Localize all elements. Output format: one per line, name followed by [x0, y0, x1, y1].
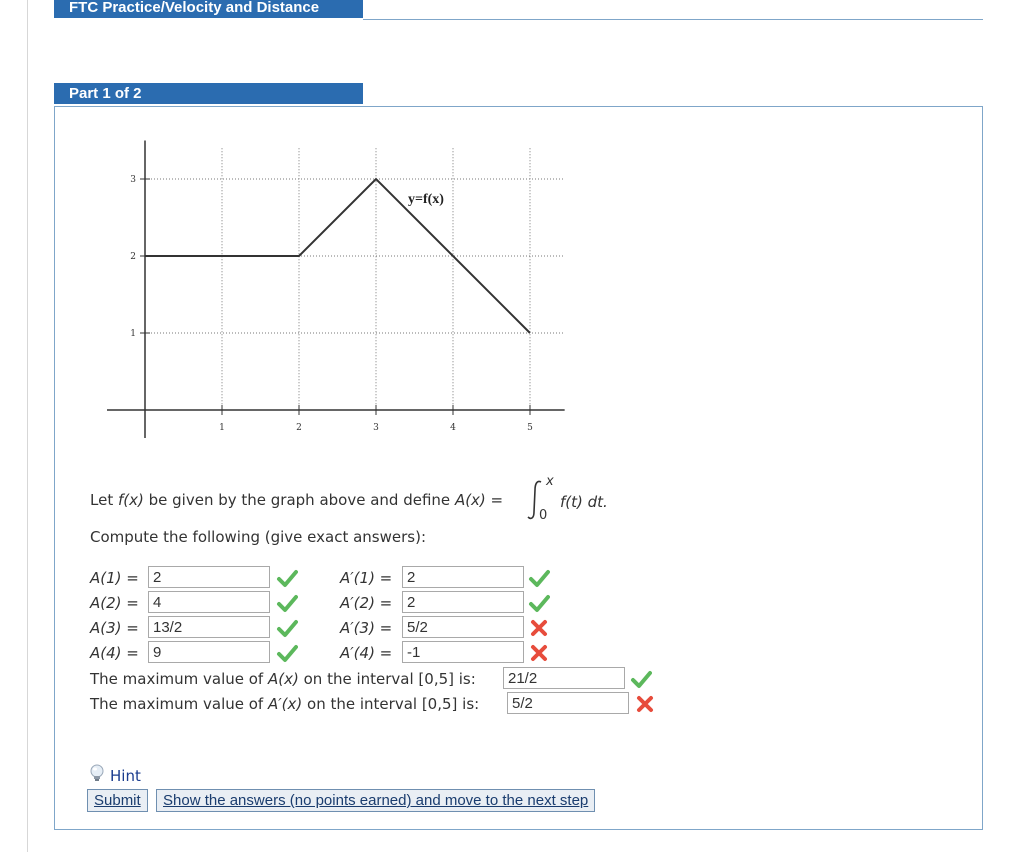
lightbulb-icon[interactable]	[88, 763, 108, 783]
maxA-fn: A(x)	[268, 670, 299, 688]
maxdA-post: on the interval [0,5] is:	[307, 695, 480, 713]
label-maxA	[90, 670, 476, 688]
y-tick-label: 3	[130, 175, 136, 185]
answer-dA1[interactable]	[402, 566, 524, 588]
page-left-border	[27, 0, 28, 852]
problem-intro	[90, 491, 503, 509]
show-answers-button[interactable]: Show the answers (no points earned) and move to the next step	[156, 789, 595, 812]
integral-upper: x	[546, 474, 554, 489]
answer-A2[interactable]	[148, 591, 270, 613]
title-underline	[363, 19, 983, 20]
integrand: f(t) dt.	[560, 493, 608, 511]
answer-A4[interactable]	[148, 641, 270, 663]
answer-A1[interactable]	[148, 566, 270, 588]
label-dA1: A′(1) =	[340, 569, 393, 587]
label-maxdA	[90, 695, 479, 713]
part-tab: Part 1 of 2	[54, 83, 363, 104]
instruction: Compute the following (give exact answers):	[90, 528, 426, 546]
check-icon	[276, 642, 298, 664]
check-icon	[276, 567, 298, 589]
x-tick-label: 3	[373, 423, 379, 433]
label-A2: A(2) =	[90, 594, 139, 612]
x-tick-label: 2	[296, 423, 302, 433]
intro-mid: be given by the graph above and define	[148, 491, 451, 509]
check-icon	[528, 567, 550, 589]
maxdA-pre: The maximum value of	[90, 695, 264, 713]
intro-fx: f(x)	[117, 491, 144, 509]
check-icon	[528, 592, 550, 614]
maxA-pre: The maximum value of	[90, 670, 264, 688]
x-tick-label: 4	[450, 423, 456, 433]
integral-lower: 0	[539, 508, 548, 523]
function-graph	[100, 138, 570, 438]
hint-link[interactable]: Hint	[110, 767, 141, 785]
answer-maxdA[interactable]	[507, 692, 629, 714]
intro-prefix: Let	[90, 491, 114, 509]
curve-label: y=f(x)	[408, 192, 444, 207]
graph-grid	[145, 148, 565, 410]
submit-button[interactable]: Submit	[87, 789, 148, 812]
answer-dA2[interactable]	[402, 591, 524, 613]
label-A1: A(1) =	[90, 569, 139, 587]
label-dA2: A′(2) =	[340, 594, 393, 612]
label-A4: A(4) =	[90, 644, 139, 662]
x-tick-label: 1	[219, 423, 225, 433]
answer-dA3[interactable]	[402, 616, 524, 638]
answer-maxA[interactable]	[503, 667, 625, 689]
graph-axes	[107, 141, 565, 439]
label-dA4: A′(4) =	[340, 644, 393, 662]
cross-icon	[528, 642, 550, 664]
label-A3: A(3) =	[90, 619, 139, 637]
maxA-post: on the interval [0,5] is:	[303, 670, 476, 688]
x-tick-label: 5	[527, 423, 533, 433]
intro-ax: A(x) =	[454, 491, 504, 509]
check-icon	[630, 668, 652, 690]
check-icon	[276, 592, 298, 614]
graph-ticks	[130, 175, 533, 433]
label-dA3: A′(3) =	[340, 619, 393, 637]
cross-icon	[528, 617, 550, 639]
cross-icon	[634, 693, 656, 715]
y-tick-label: 1	[130, 329, 136, 339]
answer-dA4[interactable]	[402, 641, 524, 663]
maxdA-fn: A′(x)	[268, 695, 303, 713]
y-tick-label: 2	[130, 252, 136, 262]
page-title: FTC Practice/Velocity and Distance	[54, 0, 363, 18]
answer-A3[interactable]	[148, 616, 270, 638]
check-icon	[276, 617, 298, 639]
